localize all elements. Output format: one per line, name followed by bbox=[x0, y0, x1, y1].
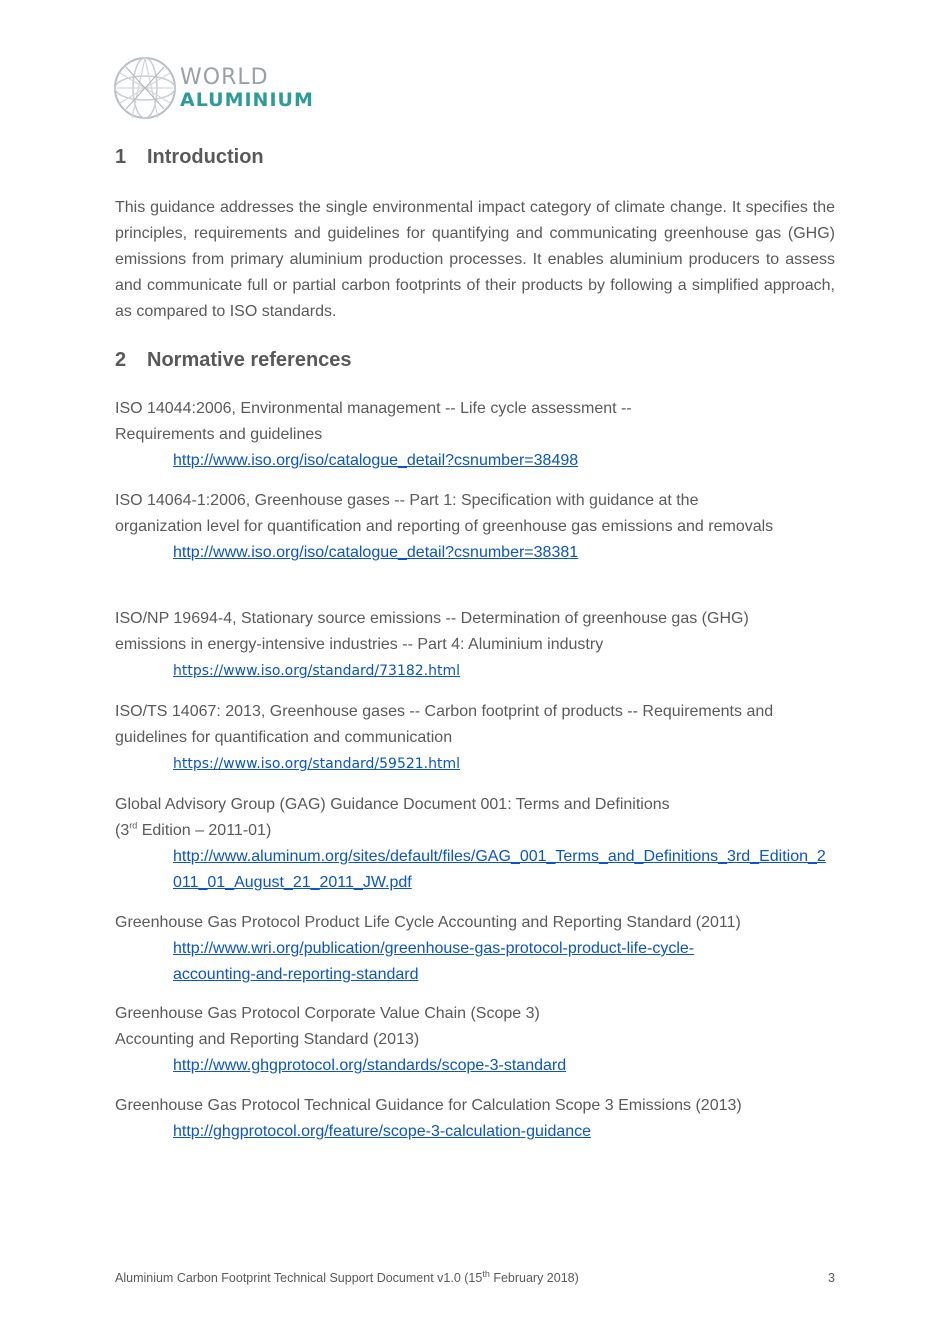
reference-link[interactable]: http://www.iso.org/iso/catalogue_detail?csnumber=38381 bbox=[173, 544, 579, 561]
section-title: Introduction bbox=[147, 146, 264, 168]
globe-icon bbox=[112, 55, 178, 121]
reference-item bbox=[115, 606, 815, 684]
reference-item bbox=[115, 699, 815, 777]
reference-title: Greenhouse Gas Protocol Product Life Cycle Accounting and Reporting Standard (2011) bbox=[115, 914, 741, 931]
section-heading-introduction bbox=[115, 146, 264, 169]
reference-title: Greenhouse Gas Protocol Technical Guidance for Calculation Scope 3 Emissions (2013) bbox=[115, 1097, 742, 1114]
reference-item bbox=[115, 910, 835, 988]
section-heading-normative-references bbox=[115, 349, 352, 372]
world-aluminium-logo bbox=[112, 55, 332, 125]
page-number: 3 bbox=[828, 1271, 835, 1285]
section-number: 1 bbox=[115, 146, 127, 168]
intro-paragraph: This guidance addresses the single environmental impact category of climate change. It specifies the principles, requirements and guidelines for quantifying and communicating greenhouse gas (GHG) emissions from primary aluminium production processes. It enables aluminium producers to assess and communicate full or partial carbon footprints of their products by following a simplified approach, as compared to ISO standards. bbox=[115, 199, 835, 320]
reference-edition: (3rd Edition – 2011-01) bbox=[115, 820, 272, 839]
reference-title: Global Advisory Group (GAG) Guidance Document 001: Terms and Definitions bbox=[115, 796, 670, 813]
reference-link[interactable]: https://www.iso.org/standard/59521.html bbox=[173, 756, 461, 772]
reference-item bbox=[115, 792, 835, 896]
reference-item bbox=[115, 1093, 835, 1145]
reference-link[interactable]: https://www.iso.org/standard/73182.html bbox=[173, 663, 461, 679]
reference-title: Requirements and guidelines bbox=[115, 426, 323, 443]
reference-title: ISO/NP 19694-4, Stationary source emissions -- Determination of greenhouse gas (GHG) emissions in energy-intensive industries -- Part 4: Aluminium industry bbox=[115, 610, 749, 653]
page-footer bbox=[115, 1268, 835, 1285]
reference-link[interactable]: http://www.aluminum.org/sites/default/files/GAG_001_Terms_and_Definitions_3rd_Edition_2011_01_August_21_2011_JW.pdf bbox=[173, 848, 826, 891]
footer-document-title: Aluminium Carbon Footprint Technical Support Document v1.0 (15th February 2018) bbox=[115, 1268, 579, 1285]
section-title: Normative references bbox=[147, 349, 352, 371]
reference-title: Accounting and Reporting Standard (2013) bbox=[115, 1031, 420, 1048]
reference-title: Greenhouse Gas Protocol Corporate Value Chain (Scope 3) bbox=[115, 1005, 540, 1022]
reference-link[interactable]: http://ghgprotocol.org/feature/scope-3-calculation-guidance bbox=[173, 1123, 592, 1140]
logo-word-aluminium: ALUMINIUM bbox=[180, 89, 314, 111]
reference-title: ISO 14064-1:2006, Greenhouse gases -- Part 1: Specification with guidance at the organization level for quantification and reporting of greenhouse gas emissions and removals bbox=[115, 492, 774, 535]
reference-link[interactable]: http://www.ghgprotocol.org/standards/scope-3-standard bbox=[173, 1057, 567, 1074]
reference-title: ISO 14044:2006, Environmental management -- Life cycle assessment -- bbox=[115, 400, 632, 417]
section-number: 2 bbox=[115, 349, 127, 371]
reference-link[interactable]: http://www.wri.org/publication/greenhouse-gas-protocol-product-life-cycle-accounting-and-reporting-standard bbox=[173, 940, 695, 983]
reference-item bbox=[115, 396, 835, 474]
reference-link[interactable]: http://www.iso.org/iso/catalogue_detail?csnumber=38498 bbox=[173, 452, 579, 469]
logo-word-world: WORLD bbox=[180, 65, 269, 90]
reference-item bbox=[115, 488, 775, 566]
reference-title: ISO/TS 14067: 2013, Greenhouse gases -- Carbon footprint of products -- Requirements and guidelines for quantification and communication bbox=[115, 703, 774, 746]
reference-item bbox=[115, 1001, 835, 1079]
